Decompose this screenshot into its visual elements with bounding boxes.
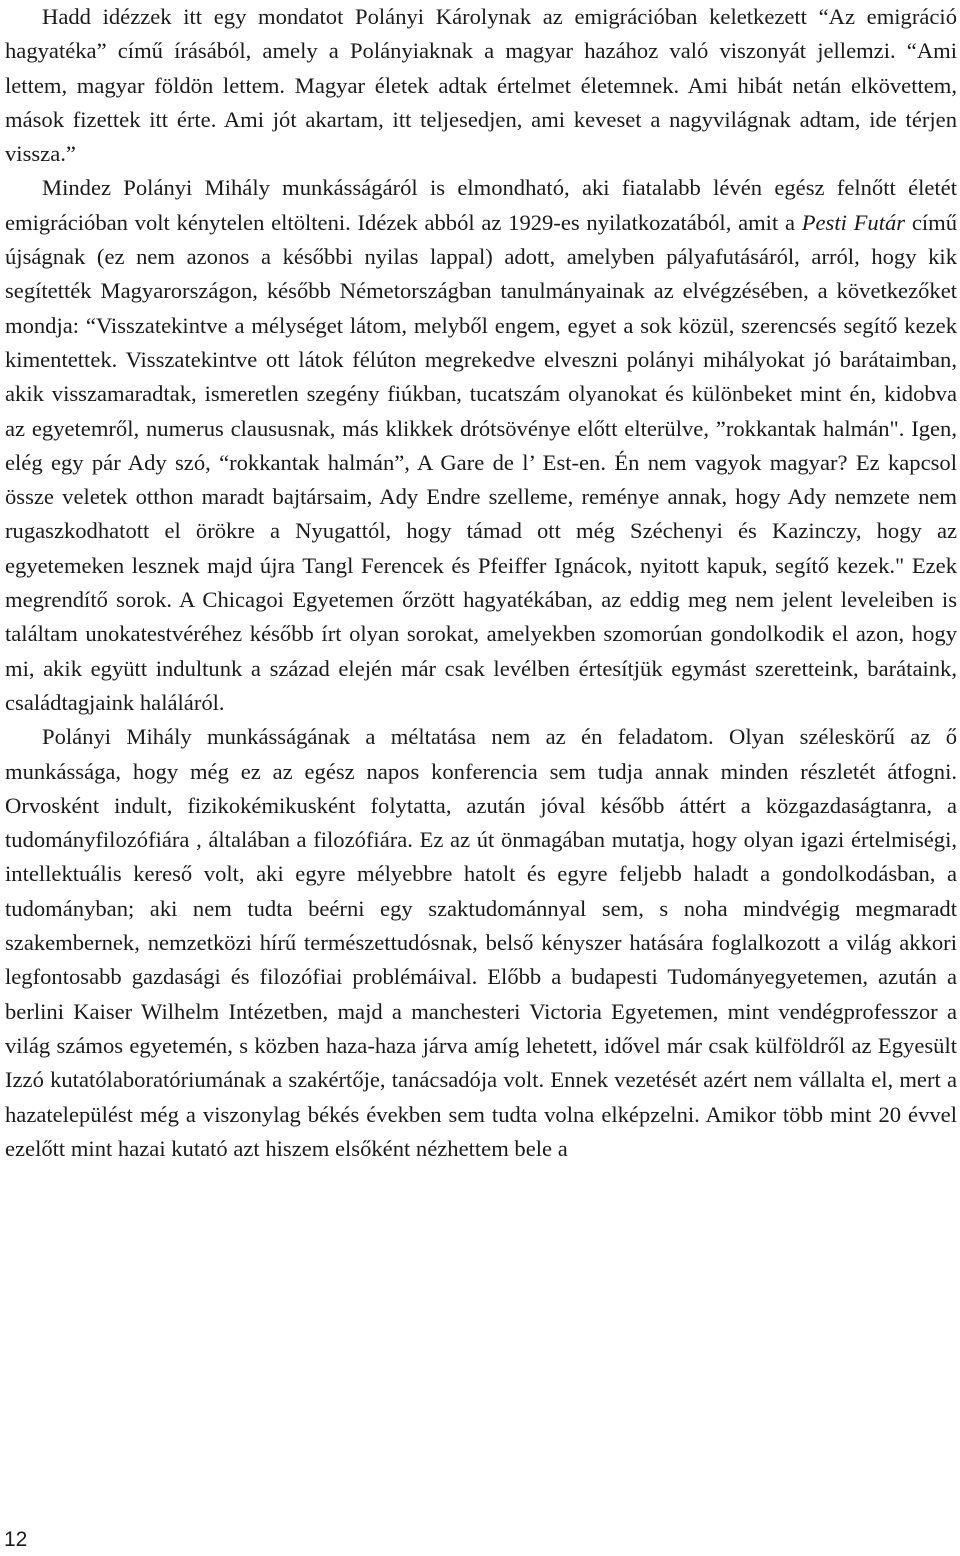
- newspaper-title: Pesti Futár: [801, 209, 906, 235]
- paragraph-1: [5, 0, 957, 171]
- document-body: [5, 0, 957, 1166]
- paragraph-text: című újságnak (ez nem azonos a későbbi nyilas lappal) adott, amelyben pályafutásáról, arról, hogy kik segítették Magyarországon, később Németországban tanulmányainak az elvégzésében, a következőket mondja: “Visszatekintve a mélységet látom, melyből engem, egyet a sok közül, szerencsés segítő kezek kimentettek. Visszatekintve ott látok félúton megrekedve elveszni polányi mihályokat jó barátaimban, akik visszamaradtak, ismeretlen szegény fiúkban, tucatszám olyanokat és különbeket mint én, kidobva az egyetemről, numerus claususnak, más klikkek drótsövénye előtt elterülve, ”rokkantak halmán". Igen, elég egy pár Ady szó, “rokkantak halmán”, A Gare de l’ Est-en. Én nem vagyok magyar? Ez kapcsol össze veletek otthon maradt bajtársaim, Ady Endre szelleme, reménye annak, hogy Ady nemzete nem rugaszkodhatott el örökre a Nyugattól, hogy támad ott még Széchenyi és Kazinczy, hogy az egyetemeken lesznek majd újra Tangl Ferencek és Pfeiffer Ignácok, nyitott kapuk, segítő kezek." Ezek megrendítő sorok. A Chicagoi Egyetemen őrzött hagyatékában, az eddig meg nem jelent leveleiben is találtam unokatestvéréhez később írt olyan sorokat, amelyekben szomorúan gondolkodik el azon, hogy mi, akik együtt indultunk a század elején már csak levélben értesítjük egymást szeretteink, barátaink, családtagjaink haláláról.: [5, 209, 957, 715]
- paragraph-2: [5, 171, 957, 720]
- page-number: 12: [4, 1528, 28, 1551]
- paragraph-text: Mindez Polányi Mihály munkásságáról is elmondható, aki fiatalabb lévén egész felnőtt életét emigrációban volt kénytelen eltölteni. Idézek abból az 1929-es nyilatkozatából, amit a: [5, 175, 957, 235]
- paragraph-text: Polányi Mihály munkásságának a méltatása nem az én feladatom. Olyan széleskörű az ő munkássága, hogy még ez az egész napos konferencia sem tudja annak minden részletét átfogni. Orvosként indult, fizikokémikusként folytatta, azután jóval később áttért a közgazdaságtanra, a tudományfilozófiára , általában a filozófiára. Ez az út önmagában mutatja, hogy olyan igazi értelmiségi, intellektuális kereső volt, aki egyre mélyebbre hatolt és egyre feljebb haladt a gondolkodásban, a tudományban; aki nem tudta beérni egy szaktudománnyal sem, s noha mindvégig megmaradt szakembernek, nemzetközi hírű természettudósnak, belső kényszer hatására foglalkozott a világ akkori legfontosabb gazdasági és filozófiai problémáival. Előbb a budapesti Tudományegyetemen, azután a berlini Kaiser Wilhelm Intézetben, majd a manchesteri Victoria Egyetemen, mint vendégprofesszor a világ számos egyetemén, s közben haza-haza járva amíg lehetett, idővel már csak külföldről az Egyesült Izzó kutatólaboratóriumának a szakértője, tanácsadója volt. Ennek vezetését azért nem vállalta el, mert a hazatelepülést még a viszonylag békés években sem tudta volna elképzelni. Amikor több mint 20 évvel ezelőtt mint hazai kutató azt hiszem elsőként nézhettem bele a: [5, 724, 957, 1161]
- paragraph-text: Hadd idézzek itt egy mondatot Polányi Károlynak az emigrációban keletkezett “Az emigráció hagyatéka” című írásából, amely a Polányiaknak a magyar hazához való viszonyát jellemzi. “Ami lettem, magyar földön lettem. Magyar életek adtak értelmet életemnek. Ami hibát netán elkövettem, mások fizettek itt érte. Ami jót akartam, itt teljesedjen, ami keveset a nagyvilágnak adtam, ide térjen vissza.”: [5, 4, 957, 167]
- paragraph-3: [5, 720, 957, 1166]
